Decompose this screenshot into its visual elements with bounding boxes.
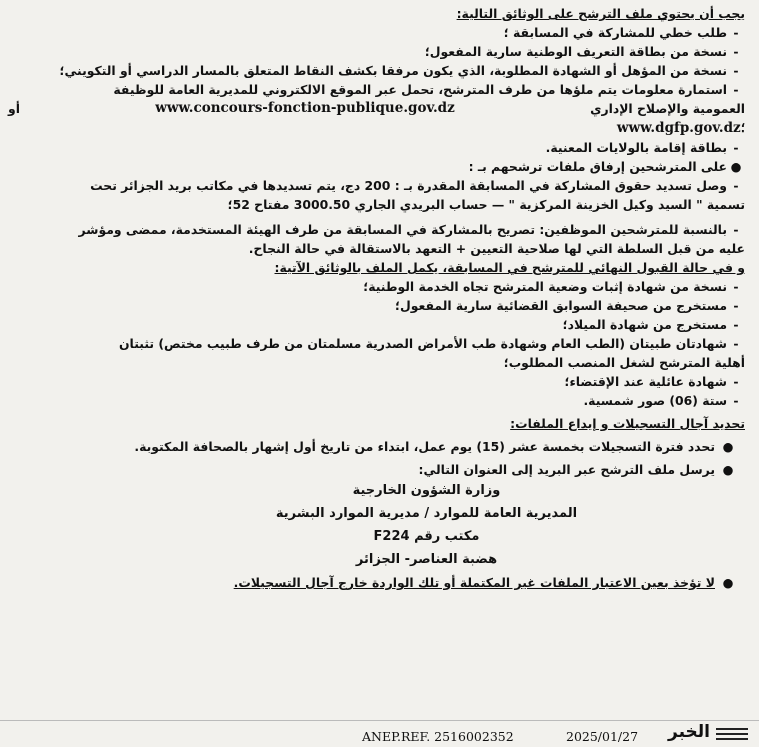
list-item: - طلب خطي للمشاركة في المسابقة ؛	[8, 23, 745, 42]
footer	[0, 720, 759, 747]
dash-bullet: -	[733, 25, 739, 40]
dash-bullet: -	[733, 336, 739, 351]
dash-bullet: -	[733, 44, 739, 59]
dash-bullet: -	[733, 178, 739, 193]
address-line: وزارة الشؤون الخارجية	[352, 483, 501, 498]
dot-bullet: ●	[722, 439, 734, 454]
dash-bullet: -	[733, 393, 739, 408]
dash-bullet: -	[733, 82, 739, 97]
form-website-line	[8, 99, 745, 118]
section2-heading: و في حالة القبول النهائي للمترشح في المسابقة، يكمل الملف بالوثائق الآتية:	[274, 260, 745, 275]
list-item: - شهادتان طبيتان (الطب العام وشهادة طب الأمراض الصدرية مسلمتان من طرف طبيب مختص) تثبتان	[8, 334, 745, 353]
employees-line-2: عليه من قبل السلطة التي لها صلاحية التعيين + التعهد بالاستقالة في حالة النجاح.	[248, 241, 745, 256]
dot-bullet: ●	[722, 575, 734, 590]
newspaper-logo: الخبر	[668, 722, 710, 742]
dash-bullet: -	[733, 140, 739, 155]
list-item: - شهادة عائلية عند الإقتضاء؛	[8, 372, 745, 391]
list-item: ● يرسل ملف الترشح عبر البريد إلى العنوان التالي:	[418, 462, 734, 477]
dash-bullet: -	[733, 63, 739, 78]
dot-bullet: ●	[730, 159, 742, 174]
postal-address	[8, 479, 685, 571]
section3-heading: تحديد آجال التسجيلات و إيداع الملفات:	[510, 416, 745, 431]
list-item: - ستة (06) صور شمسية.	[8, 391, 745, 410]
list-item: ● لا تؤخذ بعين الاعتبار الملفات غير المكتملة أو تلك الواردة خارج آجال التسجيلات.	[233, 575, 734, 590]
medical-line-2: أهلية المترشح لشغل المنصب المطلوب؛	[503, 355, 745, 370]
list-item: - وصل تسديد حقوق المشاركة في المسابقة المقدرة بـ : 200 دج، يتم تسديدها في مكاتب بريد الجزائر تحت	[8, 176, 745, 195]
address-line: هضبة العناصر- الجزائر	[355, 552, 498, 567]
list-item: - مستخرج من صحيفة السوابق القضائية سارية المفعول؛	[8, 296, 745, 315]
list-item: - استمارة معلومات يتم ملؤها من طرف المترشح، تحمل عبر الموقع الالكتروني للمديرية العامة للوظيفة	[8, 80, 745, 99]
list-item: ● على المترشحين إرفاق ملفات ترشحهم بـ :	[468, 159, 742, 174]
dash-bullet: -	[733, 298, 739, 313]
section1-heading: يجب أن يحتوي ملف الترشح على الوثائق التالية:	[456, 6, 745, 21]
form-line-2: العمومية والإصلاح الإداري	[590, 101, 745, 116]
address-line: المديرية العامة للموارد / مديرية الموارد البشرية	[275, 506, 578, 521]
list-item: - بالنسبة للمترشحين الموظفين: تصريح بالمشاركة في المسابقة من طرف الهيئة المستخدمة، ممضى ومؤشر	[8, 220, 745, 239]
address-line: مكتب رقم F224	[373, 529, 480, 544]
list-item: - نسخة من بطاقة التعريف الوطنية سارية المفعول؛	[8, 42, 745, 61]
decorative-lines-icon	[716, 725, 748, 743]
dash-bullet: -	[733, 222, 739, 237]
website-line-2	[8, 118, 745, 138]
list-item: - مستخرج من شهادة الميلاد؛	[8, 315, 745, 334]
list-item: - بطاقة إقامة بالولايات المعنية.	[8, 138, 745, 157]
publication-date: 2025/01/27	[566, 729, 639, 744]
list-item: - نسخة من شهادة إثبات وضعية المترشح تجاه الخدمة الوطنية؛	[8, 277, 745, 296]
website-link-2[interactable]: www.dgfp.gov.dz؛	[616, 120, 745, 136]
dash-bullet: -	[733, 279, 739, 294]
dash-bullet: -	[733, 317, 739, 332]
dash-bullet: -	[733, 374, 739, 389]
list-item: ● تحدد فترة التسجيلات بخمسة عشر (15) يوم عمل، ابتداء من تاريخ أول إشهار بالصحافة المكتوبة.	[134, 439, 734, 454]
list-item: - نسخة من المؤهل أو الشهادة المطلوبة، الذي يكون مرفقا بكشف النقاط المتعلق بالمسار الدراسي أو التكويني؛	[8, 61, 745, 80]
website-link-1[interactable]: www.concours-fonction-publique.gov.dz	[155, 100, 455, 116]
dot-bullet: ●	[722, 462, 734, 477]
anep-reference: ANEP.REF. 2516002352	[362, 729, 514, 744]
receipt-line-2: تسمية " السيد وكيل الخزينة المركزية " — حساب البريدي الجاري 3000.50 مفتاح 52؛	[227, 197, 745, 212]
or-label: أو	[8, 101, 20, 116]
